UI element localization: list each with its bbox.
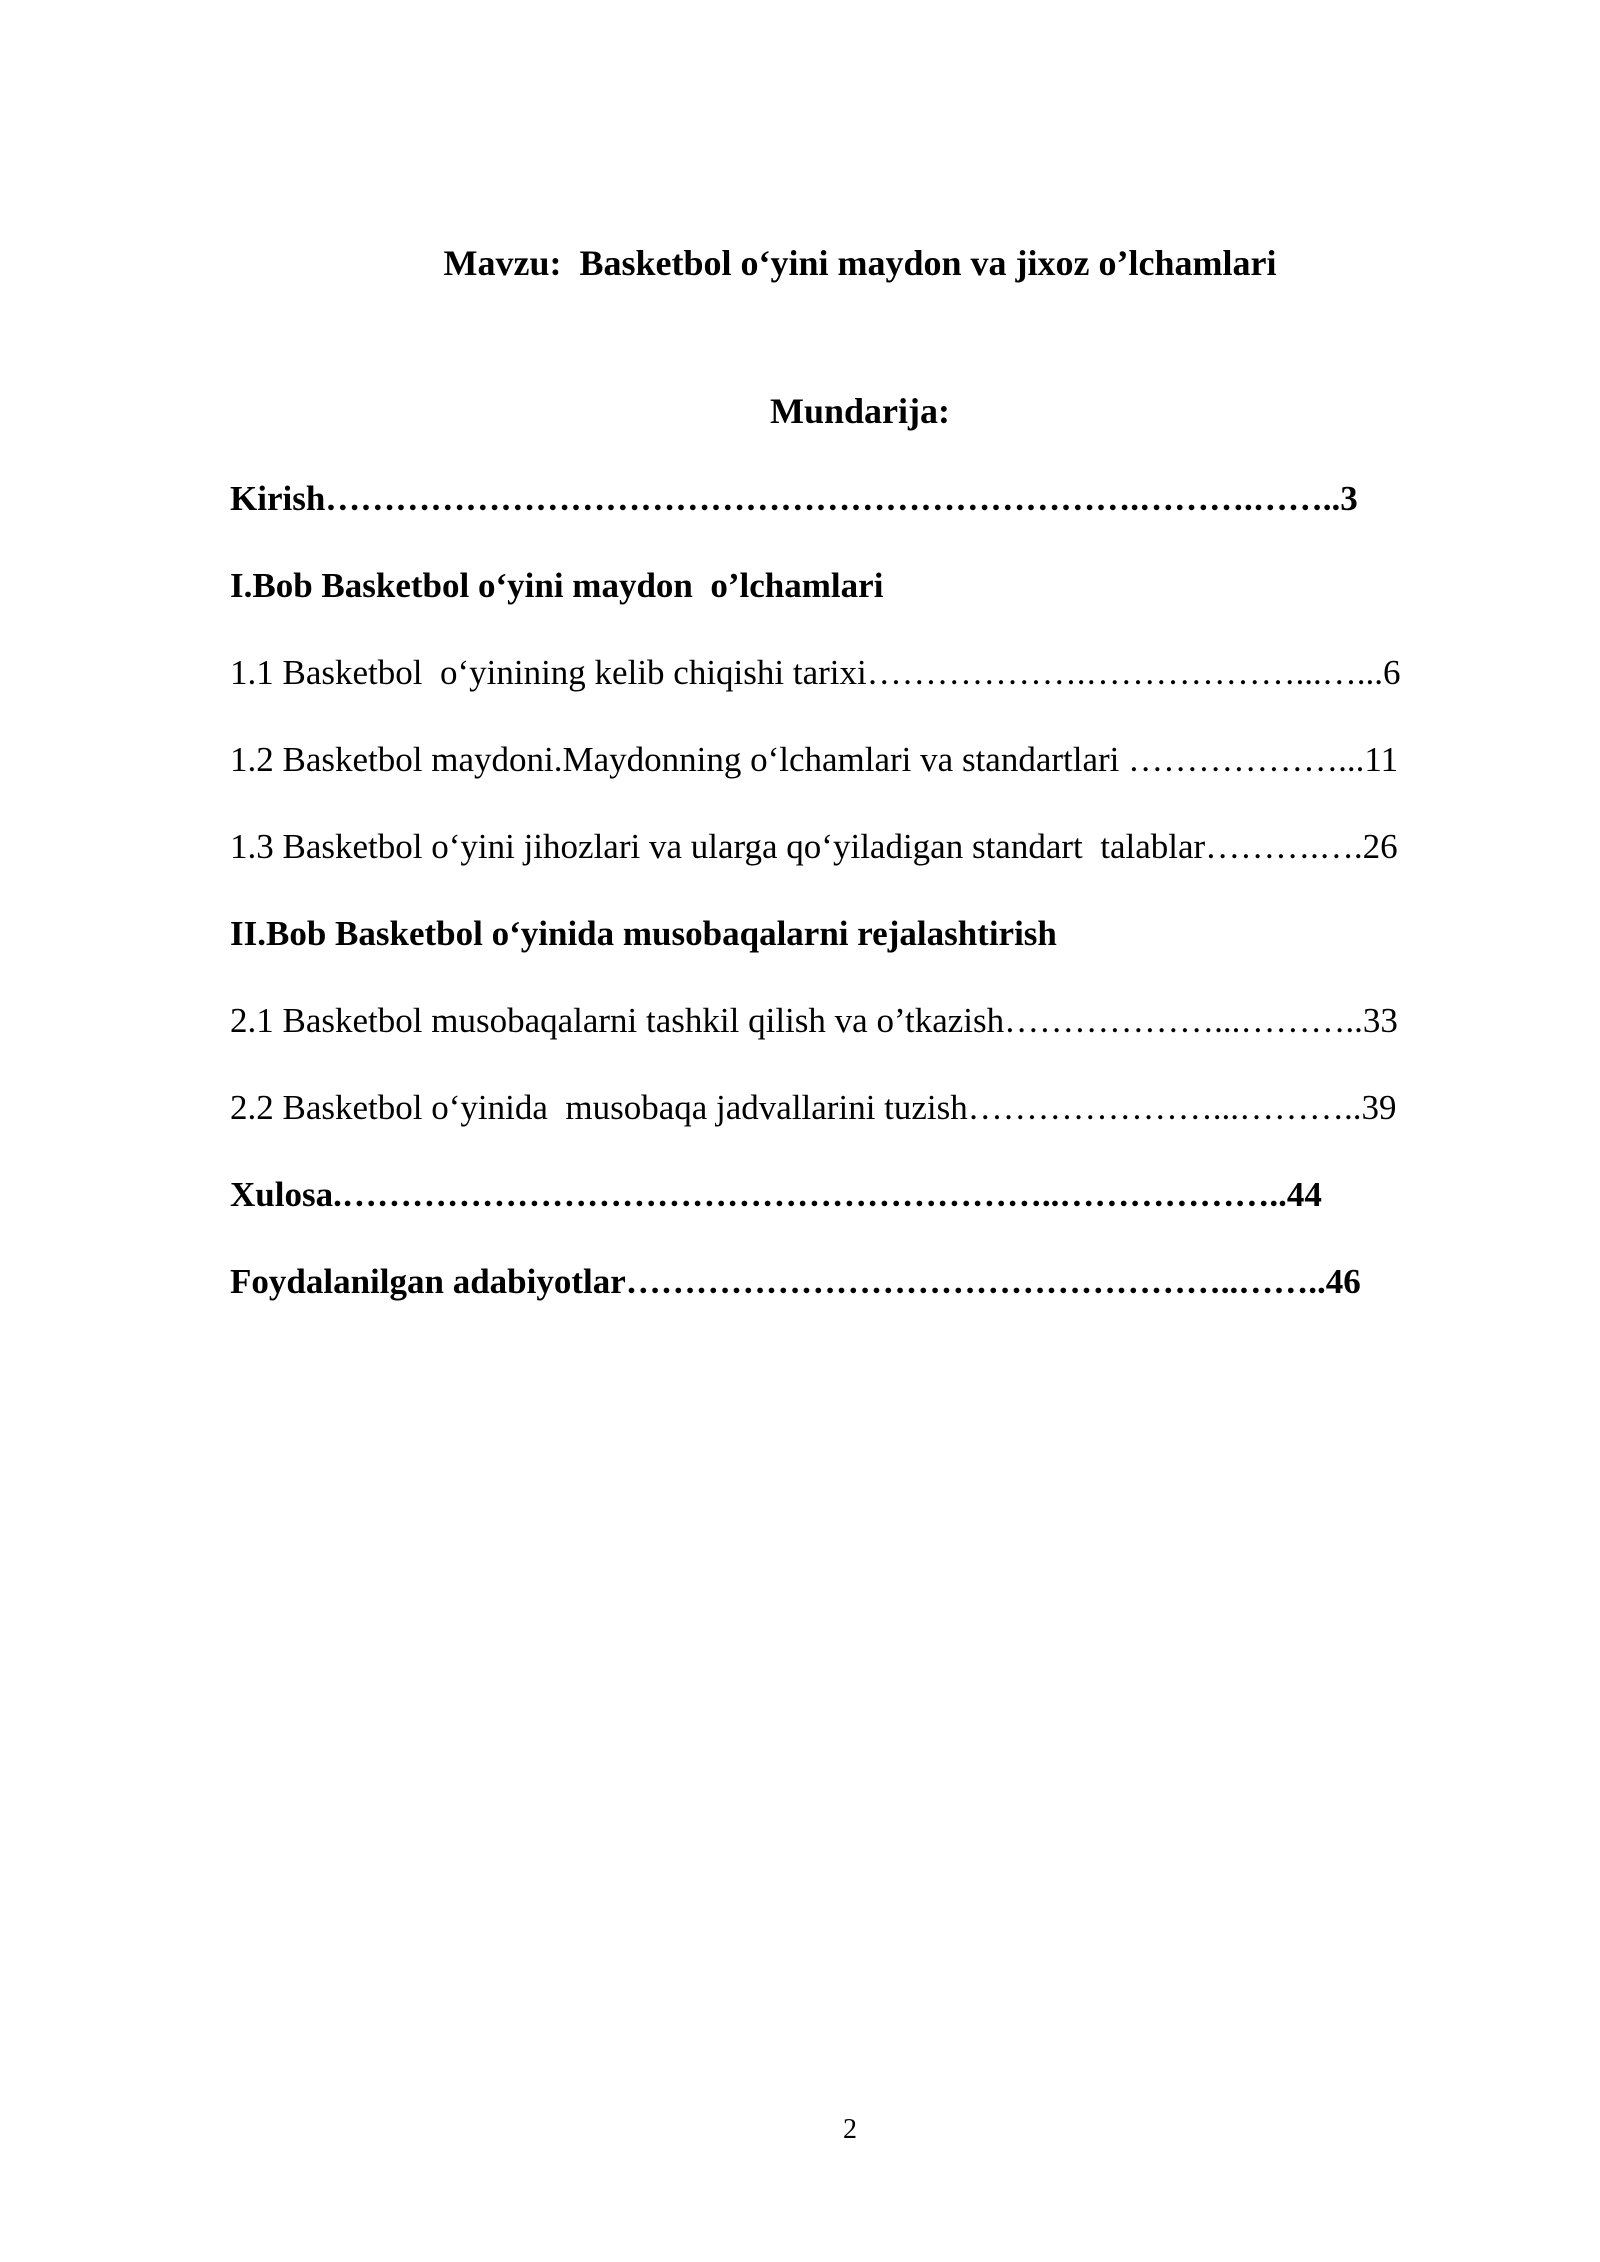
toc-entry-chapter-2: II.Bob Basketbol o‘yinida musobaqalarni rejalashtirish — [230, 914, 1057, 953]
table-of-contents — [230, 474, 1500, 1344]
toc-heading: Mundarija: — [770, 391, 950, 431]
toc-entry-1-2: 1.2 Basketbol maydoni.Maydonning o‘lchamlari va standartlari ………………...11 — [230, 740, 1399, 779]
document-title: Mavzu: Basketbol o‘yini maydon va jixoz o’lchamlari — [443, 243, 1277, 283]
toc-entry-1-1: 1.1 Basketbol o‘yinining kelib chiqishi tarixi……………….………………...…...6 — [230, 653, 1401, 692]
toc-entry-chapter-1: I.Bob Basketbol o‘yini maydon o’lchamlari — [230, 566, 884, 605]
toc-entry-2-1: 2.1 Basketbol musobaqalarni tashkil qilish va o’tkazish………………...………..33 — [230, 1001, 1398, 1040]
toc-entry-2-2: 2.2 Basketbol o‘yinida musobaqa jadvallarini tuzish…………………...………..39 — [230, 1088, 1397, 1127]
toc-entry-1-3: 1.3 Basketbol o‘yini jihozlari va ularga qo‘yiladigan standart talablar……….….26 — [230, 827, 1398, 866]
page-number: 2 — [843, 2114, 857, 2145]
toc-entry-xulosa: Xulosa.……………………………………………………..………………..44 — [230, 1175, 1322, 1214]
toc-entry-kirish: Kirish…………………………………………………………….……….……..3 — [230, 479, 1358, 518]
toc-entry-references: Foydalanilgan adabiyotlar……………………………………………..……..46 — [230, 1262, 1361, 1301]
